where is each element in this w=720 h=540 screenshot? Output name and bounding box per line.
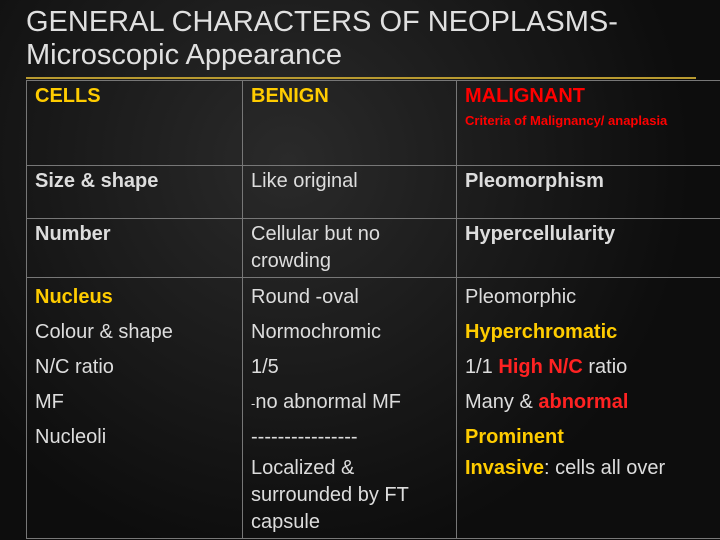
benign-nucleus-details <box>243 278 457 539</box>
benign-colour: Normochromic <box>251 321 382 343</box>
header-malignant <box>457 81 720 166</box>
malignant-size: Pleomorphism <box>457 166 720 219</box>
row-label-number: Number <box>27 219 243 278</box>
malignant-nucleus-details <box>457 278 720 539</box>
malignant-colour: Hyperchromatic <box>465 321 618 343</box>
malignant-nucleoli: Prominent <box>465 426 564 448</box>
benign-mf-text: no abnormal MF <box>255 391 401 413</box>
header-benign: BENIGN <box>243 81 457 166</box>
benign-size: Like original <box>243 166 457 219</box>
label-mf: MF <box>35 391 64 413</box>
benign-nc: 1/5 <box>251 356 279 378</box>
title-line-1: GENERAL CHARACTERS OF NEOPLASMS- <box>26 6 618 38</box>
benign-mf <box>251 385 448 420</box>
benign-number: Cellular but no crowding <box>243 219 457 278</box>
benign-nucleus: Round -oval <box>251 286 359 308</box>
benign-spread: Localized & surrounded by FT capsule <box>251 457 409 533</box>
malignant-nc-suffix: ratio <box>588 356 628 378</box>
malignant-nc <box>465 350 712 385</box>
malignant-nc-value: 1/1 <box>465 356 493 378</box>
header-cells: CELLS <box>27 81 243 166</box>
row-label-size: Size & shape <box>27 166 243 219</box>
table-row <box>27 219 720 278</box>
title-line-2: Microscopic Appearance <box>26 39 342 71</box>
malignant-number: Hypercellularity <box>457 219 720 278</box>
table-row <box>27 166 720 219</box>
label-nucleus: Nucleus <box>35 286 113 308</box>
table-header-row <box>27 81 720 166</box>
malignant-mf-abnormal: abnormal <box>538 391 629 413</box>
title-divider <box>26 77 696 79</box>
label-nc-ratio: N/C ratio <box>35 356 114 378</box>
malignant-mf <box>465 385 712 420</box>
comparison-table <box>26 80 720 539</box>
header-malignant-subtitle: Criteria of Malignancy/ anaplasia <box>465 113 668 128</box>
malignant-spread-key: Invasive <box>465 457 544 479</box>
malignant-nc-high: High N/C <box>498 356 583 378</box>
slide-title <box>26 6 716 72</box>
malignant-spread <box>465 455 712 482</box>
malignant-spread-rest: : cells all over <box>543 457 666 479</box>
row-labels-nucleus <box>27 278 243 539</box>
benign-mf-prefix: - <box>251 396 256 411</box>
header-malignant-label: MALIGNANT <box>465 85 585 107</box>
malignant-nucleus: Pleomorphic <box>465 286 577 308</box>
table-row <box>27 278 720 539</box>
label-nucleoli: Nucleoli <box>35 426 107 448</box>
malignant-mf-prefix: Many & <box>465 391 533 413</box>
label-colour-shape: Colour & shape <box>35 321 173 343</box>
benign-nucleoli: ---------------- <box>251 426 358 448</box>
